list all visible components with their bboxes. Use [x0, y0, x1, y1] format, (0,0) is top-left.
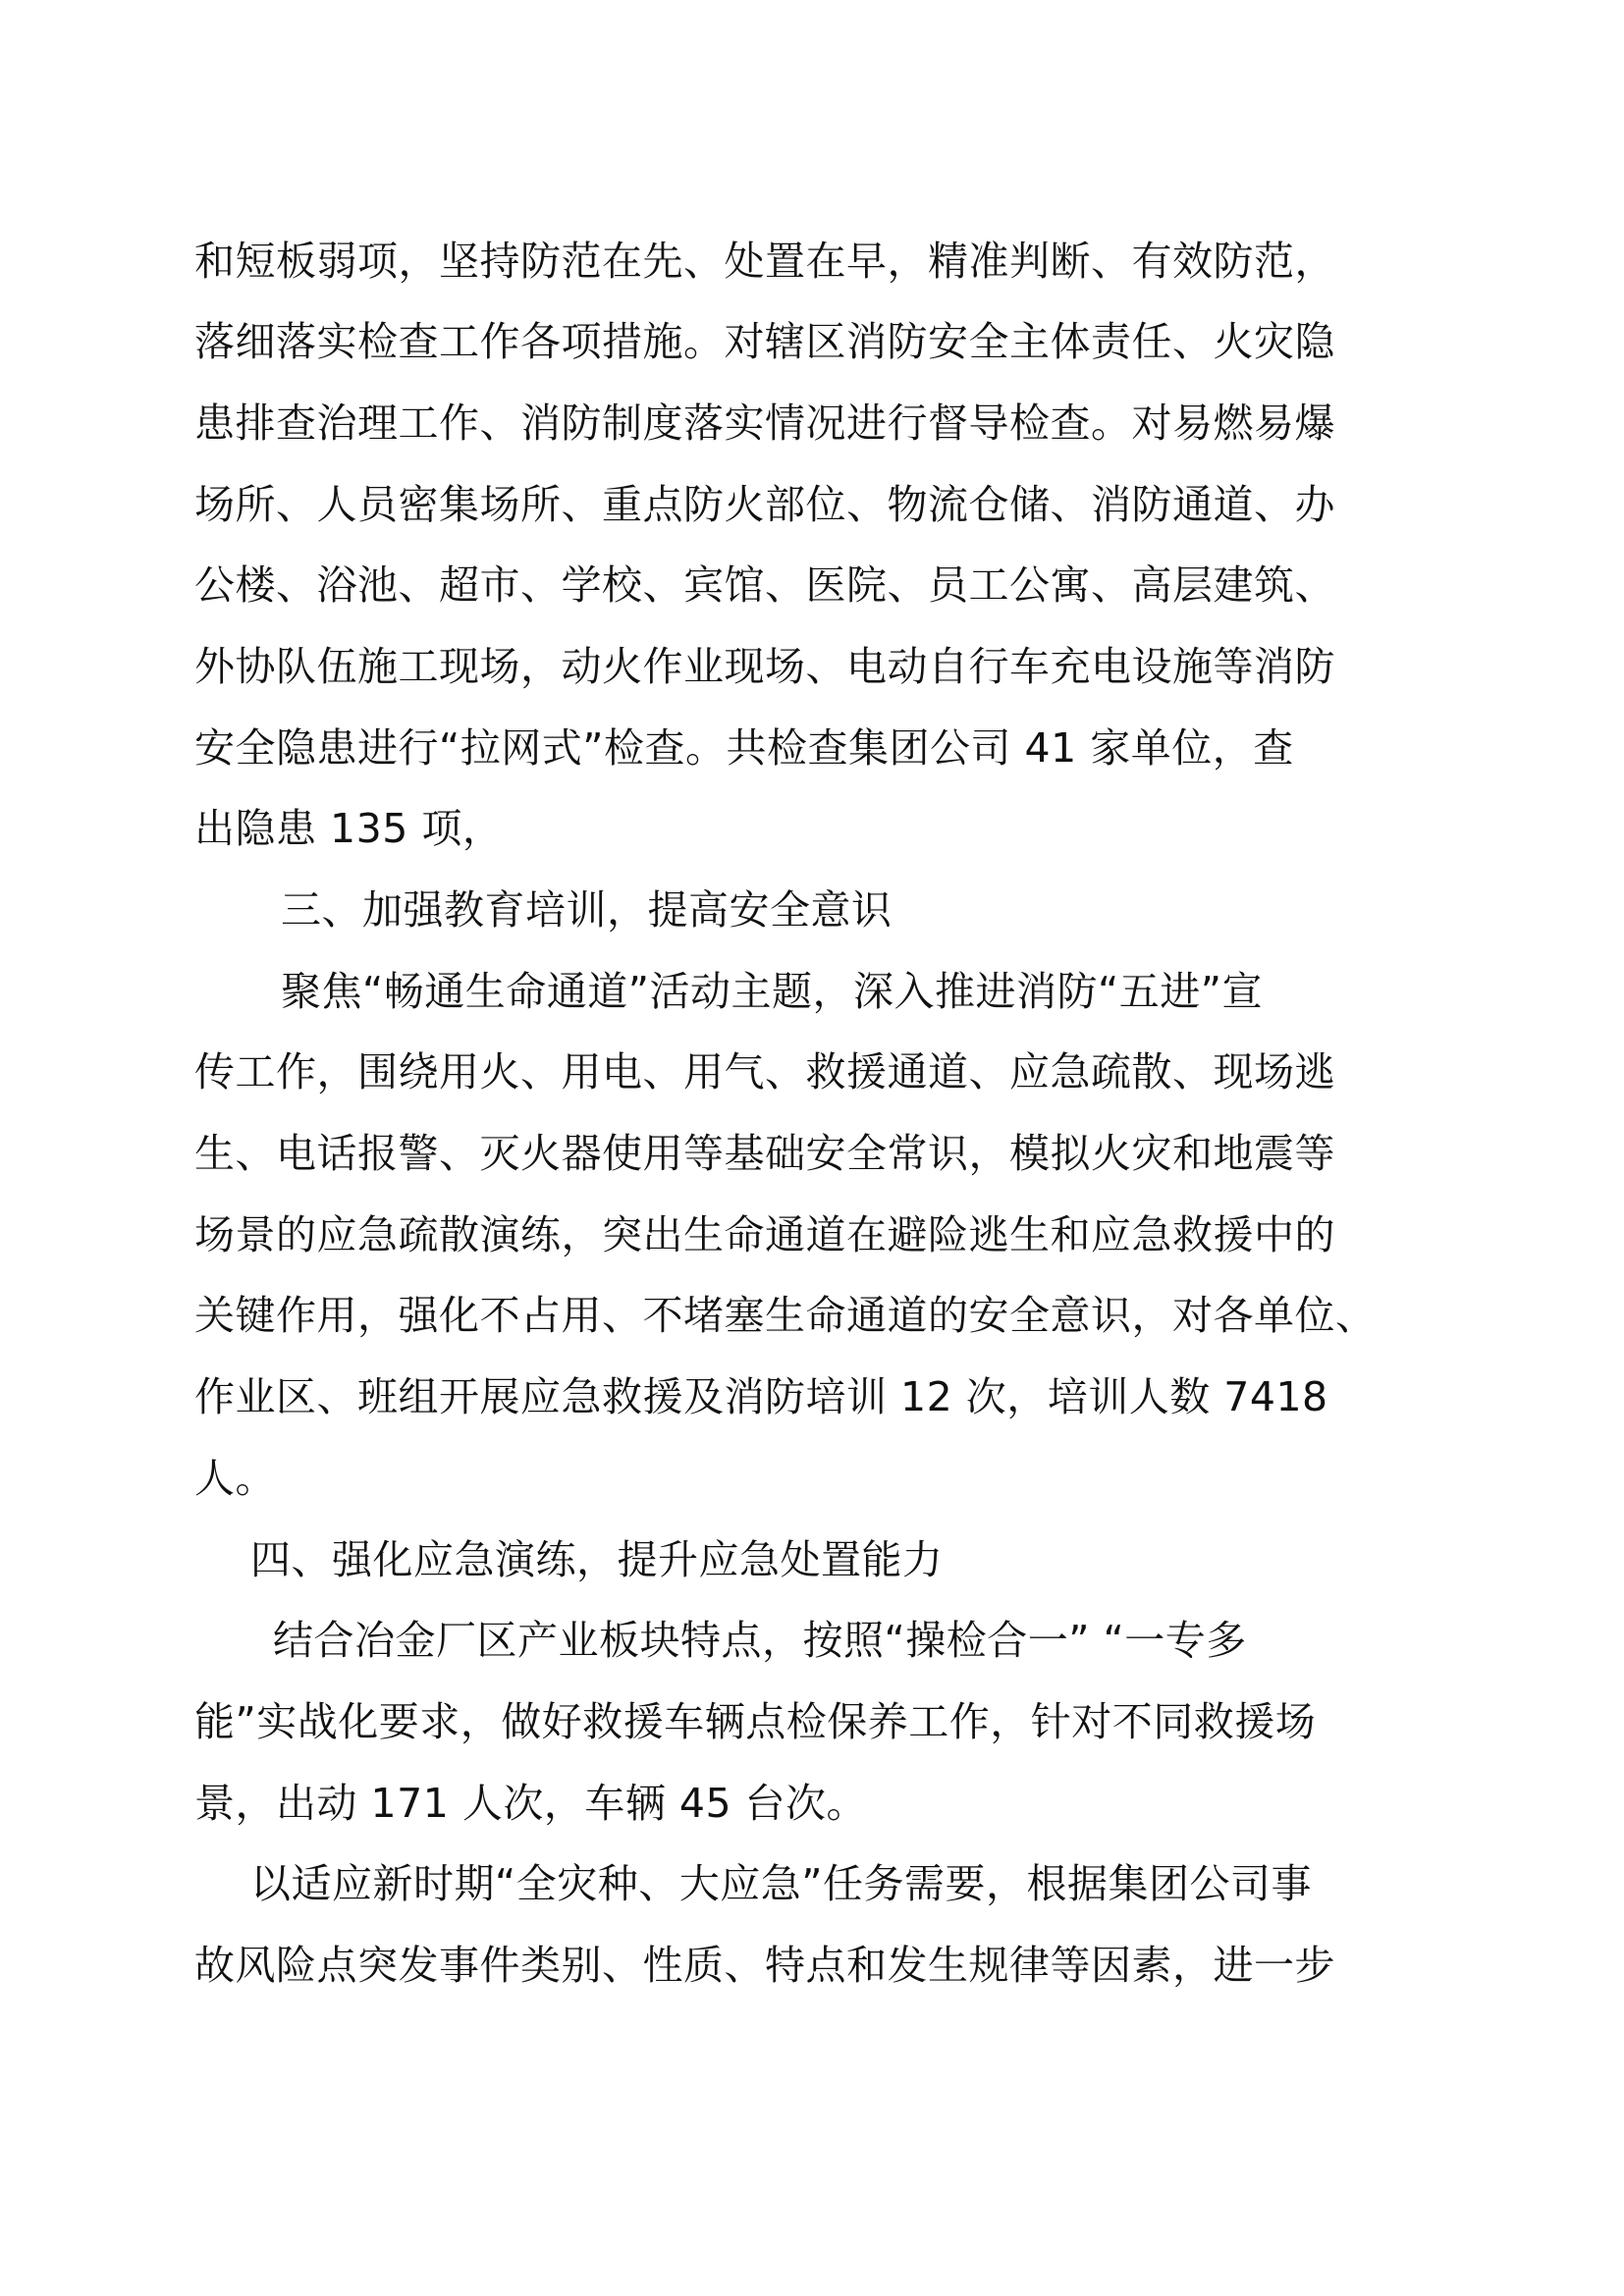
- section-heading-4: 四、强化应急演练，提升应急处置能力: [250, 1536, 944, 1583]
- body-text-line: 和短板弱项，坚持防范在先、处置在早，精准判断、有效防范，: [194, 238, 1335, 285]
- body-text-line: 场所、人员密集场所、重点防火部位、物流仓储、消防通道、办: [194, 481, 1335, 528]
- body-text-line: 关键作用，强化不占用、不堵塞生命通道的安全意识，对各单位、: [194, 1292, 1377, 1339]
- paragraph-first-line: 结合冶金厂区产业板块特点，按照“操检合一” “一专多: [273, 1617, 1247, 1664]
- body-text-line: 患排查治理工作、消防制度落实情况进行督导检查。对易燃易爆: [194, 400, 1335, 447]
- paragraph-first-line: 以适应新时期“全灾种、大应急”任务需要，根据集团公司事: [250, 1860, 1312, 1907]
- body-text-line: 安全隐患进行“拉网式”检查。共检查集团公司 41 家单位，查: [194, 724, 1294, 772]
- body-text-line: 出隐患 135 项，: [194, 805, 504, 852]
- body-text-line: 能”实战化要求，做好救援车辆点检保养工作，针对不同救援场: [194, 1698, 1317, 1745]
- body-text-line: 公楼、浴池、超市、学校、宾馆、医院、员工公寓、高层建筑、: [194, 561, 1335, 609]
- section-heading-3: 三、加强教育培训，提高安全意识: [281, 886, 893, 934]
- body-text-line: 景，出动 171 人次，车辆 45 台次。: [194, 1780, 868, 1827]
- body-text-line: 作业区、班组开展应急救援及消防培训 12 次，培训人数 7418: [194, 1373, 1328, 1420]
- body-text-line: 传工作，围绕用火、用电、用气、救援通道、应急疏散、现场逃: [194, 1048, 1335, 1095]
- paragraph-first-line: 聚焦“畅通生命通道”活动主题，深入推进消防“五进”宣: [281, 968, 1263, 1015]
- body-text-line: 落细落实检查工作各项措施。对辖区消防安全主体责任、火灾隐: [194, 318, 1335, 365]
- body-text-line: 生、电话报警、灭火器使用等基础安全常识，模拟火灾和地震等: [194, 1130, 1335, 1177]
- body-text-line: 外协队伍施工现场，动火作业现场、电动自行车充电设施等消防: [194, 643, 1335, 690]
- body-text-line: 人。: [194, 1455, 276, 1502]
- body-text-line: 故风险点突发事件类别、性质、特点和发生规律等因素，进一步: [194, 1942, 1335, 1989]
- body-text-line: 场景的应急疏散演练，突出生命通道在避险逃生和应急救援中的: [194, 1211, 1335, 1258]
